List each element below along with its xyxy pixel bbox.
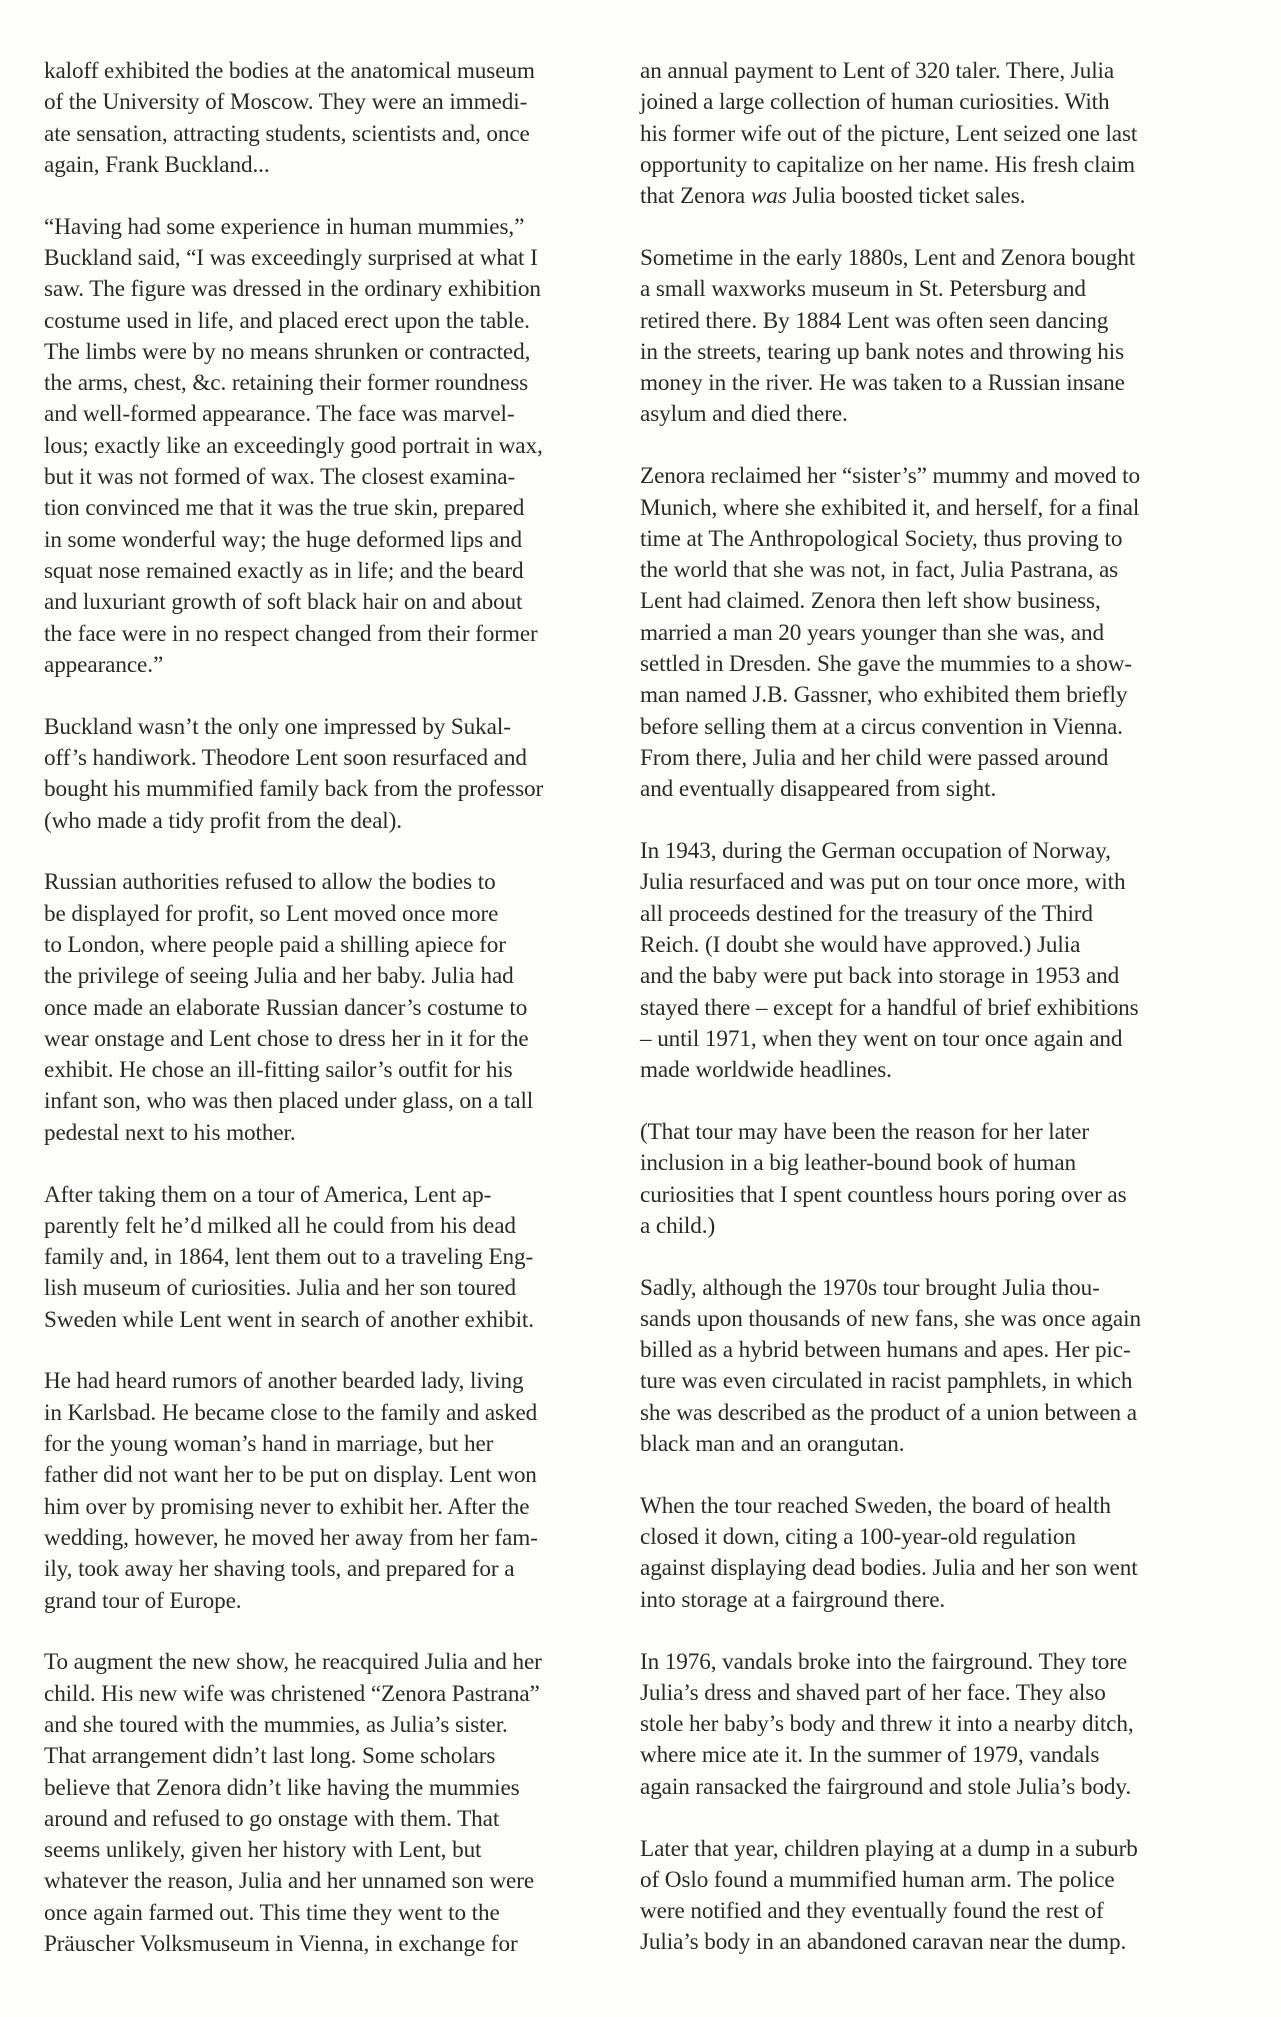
text-fragment: Julia boosted ticket sales. bbox=[786, 183, 1026, 210]
text-line: child. His new wife was christened “Zenora Pastrana” bbox=[44, 1680, 540, 1707]
text-line: From there, Julia and her child were passed around bbox=[640, 744, 1109, 771]
text-line: an annual payment to Lent of 320 taler. There, Julia bbox=[640, 58, 1115, 84]
text-line: once made an elaborate Russian dancer’s costume to bbox=[44, 994, 528, 1021]
paragraph bbox=[640, 56, 1223, 212]
text-line: before selling them at a circus convention in Vienna. bbox=[640, 713, 1123, 740]
text-line: joined a large collection of human curiosities. With bbox=[640, 89, 1110, 116]
text-line: saw. The figure was dressed in the ordinary exhibition bbox=[44, 276, 541, 303]
text-line: Reich. (I doubt she would have approved.) Julia bbox=[640, 931, 1081, 958]
text-line: a small waxworks museum in St. Petersburg and bbox=[640, 276, 1086, 303]
text-line: When the tour reached Sweden, the board of health bbox=[640, 1492, 1111, 1519]
text-line: infant son, who was then placed under glass, on a tall bbox=[44, 1088, 534, 1115]
text-line: The limbs were by no means shrunken or contracted, bbox=[44, 338, 531, 365]
text-line: ily, took away her shaving tools, and prepared for a bbox=[44, 1556, 515, 1583]
text-line: Sweden while Lent went in search of another exhibit. bbox=[44, 1306, 534, 1333]
text-line: exhibit. He chose an ill-fitting sailor’s outfit for his bbox=[44, 1057, 513, 1084]
paragraph bbox=[640, 1834, 1223, 1959]
paragraph bbox=[44, 867, 627, 1149]
text-line: to London, where people paid a shilling apiece for bbox=[44, 931, 506, 958]
text-line: money in the river. He was taken to a Russian insane bbox=[640, 370, 1125, 397]
text-line: again, Frank Buckland... bbox=[44, 151, 270, 178]
paragraph bbox=[640, 836, 1223, 1086]
text-line: once again farmed out. This time they went to the bbox=[44, 1899, 500, 1926]
text-line: father did not want her to be put on display. Lent won bbox=[44, 1462, 537, 1489]
text-line: Julia’s dress and shaved part of her face. They also bbox=[640, 1679, 1106, 1706]
text-line: wedding, however, he moved her away from her fam- bbox=[44, 1524, 538, 1551]
paragraph bbox=[44, 1647, 627, 1960]
text-line: for the young woman’s hand in marriage, but her bbox=[44, 1431, 494, 1458]
text-line: He had heard rumors of another bearded lady, living bbox=[44, 1368, 524, 1395]
text-line: wear onstage and Lent chose to dress her in it for the bbox=[44, 1025, 529, 1052]
text-line: the arms, chest, &c. retaining their former roundness bbox=[44, 370, 529, 397]
text-line: and luxuriant growth of soft black hair on and about bbox=[44, 589, 523, 616]
text-line: Buckland said, “I was exceedingly surprised at what I bbox=[44, 244, 538, 271]
paragraph bbox=[44, 1180, 627, 1336]
text-line: opportunity to capitalize on her name. His fresh claim bbox=[640, 151, 1135, 178]
text-line: into storage at a fairground there. bbox=[640, 1586, 946, 1613]
text-line: all proceeds destined for the treasury of the Third bbox=[640, 900, 1093, 927]
text-line: the privilege of seeing Julia and her baby. Julia had bbox=[44, 963, 514, 990]
text-line: time at The Anthropological Society, thus proving to bbox=[640, 525, 1123, 552]
text-line: lous; exactly like an exceedingly good portrait in wax, bbox=[44, 432, 543, 459]
text-line: pedestal next to his mother. bbox=[44, 1119, 296, 1146]
text-line: she was described as the product of a union between a bbox=[640, 1399, 1137, 1426]
text-line: and she toured with the mummies, as Julia’s sister. bbox=[44, 1711, 508, 1738]
text-line: and eventually disappeared from sight. bbox=[640, 776, 997, 803]
paragraph bbox=[44, 1366, 627, 1616]
text-line: – until 1971, when they went on tour once again and bbox=[640, 1025, 1123, 1052]
text-line: parently felt he’d milked all he could from his dead bbox=[44, 1212, 516, 1239]
text-line: To augment the new show, he reacquired Julia and her bbox=[44, 1649, 542, 1676]
text-line: squat nose remained exactly as in life; and the beard bbox=[44, 557, 524, 584]
text-line: seems unlikely, given her history with Lent, but bbox=[44, 1837, 482, 1864]
text-line: and the baby were put back into storage in 1953 and bbox=[640, 963, 1120, 990]
text-line: his former wife out of the picture, Lent seized one last bbox=[640, 120, 1138, 147]
text-line: appearance.” bbox=[44, 651, 164, 678]
text-line: curiosities that I spent countless hours poring over as bbox=[640, 1181, 1127, 1208]
left-column bbox=[44, 56, 627, 1991]
text-line: where mice ate it. In the summer of 1979, vandals bbox=[640, 1742, 1100, 1769]
text-line: ate sensation, attracting students, scientists and, once bbox=[44, 120, 530, 147]
text-line: family and, in 1864, lent them out to a traveling Eng- bbox=[44, 1244, 534, 1271]
text-line: the face were in no respect changed from their former bbox=[44, 620, 538, 647]
text-line: billed as a hybrid between humans and apes. Her pic- bbox=[640, 1337, 1131, 1364]
paragraph bbox=[640, 243, 1223, 431]
paragraph bbox=[640, 1647, 1223, 1803]
text-line: grand tour of Europe. bbox=[44, 1587, 242, 1614]
paragraph bbox=[44, 212, 627, 681]
text-line: (who made a tidy profit from the deal). bbox=[44, 807, 402, 834]
text-line: Julia resurfaced and was put on tour once more, with bbox=[640, 869, 1126, 896]
text-line: (That tour may have been the reason for her later bbox=[640, 1118, 1089, 1145]
text-line: married a man 20 years younger than she was, and bbox=[640, 619, 1104, 646]
text-line: whatever the reason, Julia and her unnamed son were bbox=[44, 1868, 535, 1895]
paragraph bbox=[640, 1117, 1223, 1242]
text-line: man named J.B. Gassner, who exhibited them briefly bbox=[640, 682, 1128, 709]
text-line: around and refused to go onstage with them. That bbox=[44, 1805, 500, 1832]
text-line: a child.) bbox=[640, 1212, 716, 1239]
text-line: ture was even circulated in racist pamphlets, in which bbox=[640, 1368, 1133, 1395]
text-line: tion convinced me that it was the true skin, prepared bbox=[44, 495, 525, 522]
text-line: in some wonderful way; the huge deformed lips and bbox=[44, 526, 523, 553]
text-line: In 1976, vandals broke into the fairground. They tore bbox=[640, 1648, 1128, 1675]
text-line: After taking them on a tour of America, Lent ap- bbox=[44, 1181, 492, 1208]
text-line: Julia’s body in an abandoned caravan near the dump. bbox=[640, 1929, 1127, 1956]
paragraph bbox=[44, 56, 627, 181]
text-line: again ransacked the fairground and stole Julia’s body. bbox=[640, 1773, 1132, 1800]
text-line: Lent had claimed. Zenora then left show business, bbox=[640, 588, 1101, 615]
text-line: asylum and died there. bbox=[640, 401, 848, 428]
text-line: costume used in life, and placed erect upon the table. bbox=[44, 307, 530, 334]
right-column bbox=[640, 56, 1223, 1989]
text-line: Zenora reclaimed her “sister’s” mummy and moved to bbox=[640, 463, 1141, 490]
text-line: closed it down, citing a 100-year-old regulation bbox=[640, 1524, 1076, 1551]
text-line: Präuscher Volksmuseum in Vienna, in exchange for bbox=[44, 1931, 518, 1958]
text-line: in the streets, tearing up bank notes and throwing his bbox=[640, 338, 1125, 365]
text-line: Russian authorities refused to allow the bodies to bbox=[44, 869, 496, 896]
text-line: Buckland wasn’t the only one impressed by Sukal- bbox=[44, 713, 511, 740]
text-line: of Oslo found a mummified human arm. The police bbox=[640, 1866, 1115, 1893]
text-line: made worldwide headlines. bbox=[640, 1057, 892, 1084]
paragraph bbox=[44, 712, 627, 837]
text-line: and well-formed appearance. The face was marvel- bbox=[44, 401, 515, 428]
text-line: That arrangement didn’t last long. Some scholars bbox=[44, 1743, 496, 1770]
text-line: be displayed for profit, so Lent moved once more bbox=[44, 900, 499, 927]
text-line: settled in Dresden. She gave the mummies to a show- bbox=[640, 651, 1133, 678]
text-line: retired there. By 1884 Lent was often seen dancing bbox=[640, 307, 1109, 334]
text-line: against displaying dead bodies. Julia and her son went bbox=[640, 1555, 1138, 1582]
paragraph bbox=[640, 1273, 1223, 1461]
text-line: believe that Zenora didn’t like having the mummies bbox=[44, 1774, 520, 1801]
text-line: In 1943, during the German occupation of Norway, bbox=[640, 838, 1111, 865]
text-line: black man and an orangutan. bbox=[640, 1431, 905, 1458]
text-line: stayed there – except for a handful of brief exhibitions bbox=[640, 994, 1139, 1021]
text-line: were notified and they eventually found the rest of bbox=[640, 1898, 1104, 1925]
paragraph bbox=[640, 461, 1223, 805]
text-line: Sadly, although the 1970s tour brought Julia thou- bbox=[640, 1274, 1100, 1301]
emphasis-word: was bbox=[750, 183, 787, 210]
text-line: “Having had some experience in human mummies,” bbox=[44, 213, 525, 240]
text-line: bought his mummified family back from the professor bbox=[44, 776, 544, 803]
text-line: but it was not formed of wax. The closest examina- bbox=[44, 464, 516, 491]
text-line: kaloff exhibited the bodies at the anatomical museum bbox=[44, 58, 535, 84]
text-line: Sometime in the early 1880s, Lent and Zenora bought bbox=[640, 244, 1136, 271]
text-line: inclusion in a big leather-bound book of human bbox=[640, 1150, 1077, 1177]
text-line: of the University of Moscow. They were an immedi- bbox=[44, 89, 528, 116]
text-line: Munich, where she exhibited it, and herself, for a final bbox=[640, 494, 1140, 521]
text-line: lish museum of curiosities. Julia and her son toured bbox=[44, 1275, 517, 1302]
paragraph bbox=[640, 1491, 1223, 1616]
text-line: the world that she was not, in fact, Julia Pastrana, as bbox=[640, 557, 1119, 584]
text-line: off’s handiwork. Theodore Lent soon resurfaced and bbox=[44, 744, 527, 771]
text-line bbox=[640, 181, 1223, 212]
text-fragment: that Zenora bbox=[640, 183, 751, 210]
text-line: sands upon thousands of new fans, she was once again bbox=[640, 1305, 1141, 1332]
text-line: in Karlsbad. He became close to the family and asked bbox=[44, 1399, 538, 1426]
text-line: Later that year, children playing at a dump in a suburb bbox=[640, 1835, 1138, 1862]
text-line: him over by promising never to exhibit her. After the bbox=[44, 1493, 530, 1520]
text-line: stole her baby’s body and threw it into a nearby ditch, bbox=[640, 1711, 1134, 1738]
